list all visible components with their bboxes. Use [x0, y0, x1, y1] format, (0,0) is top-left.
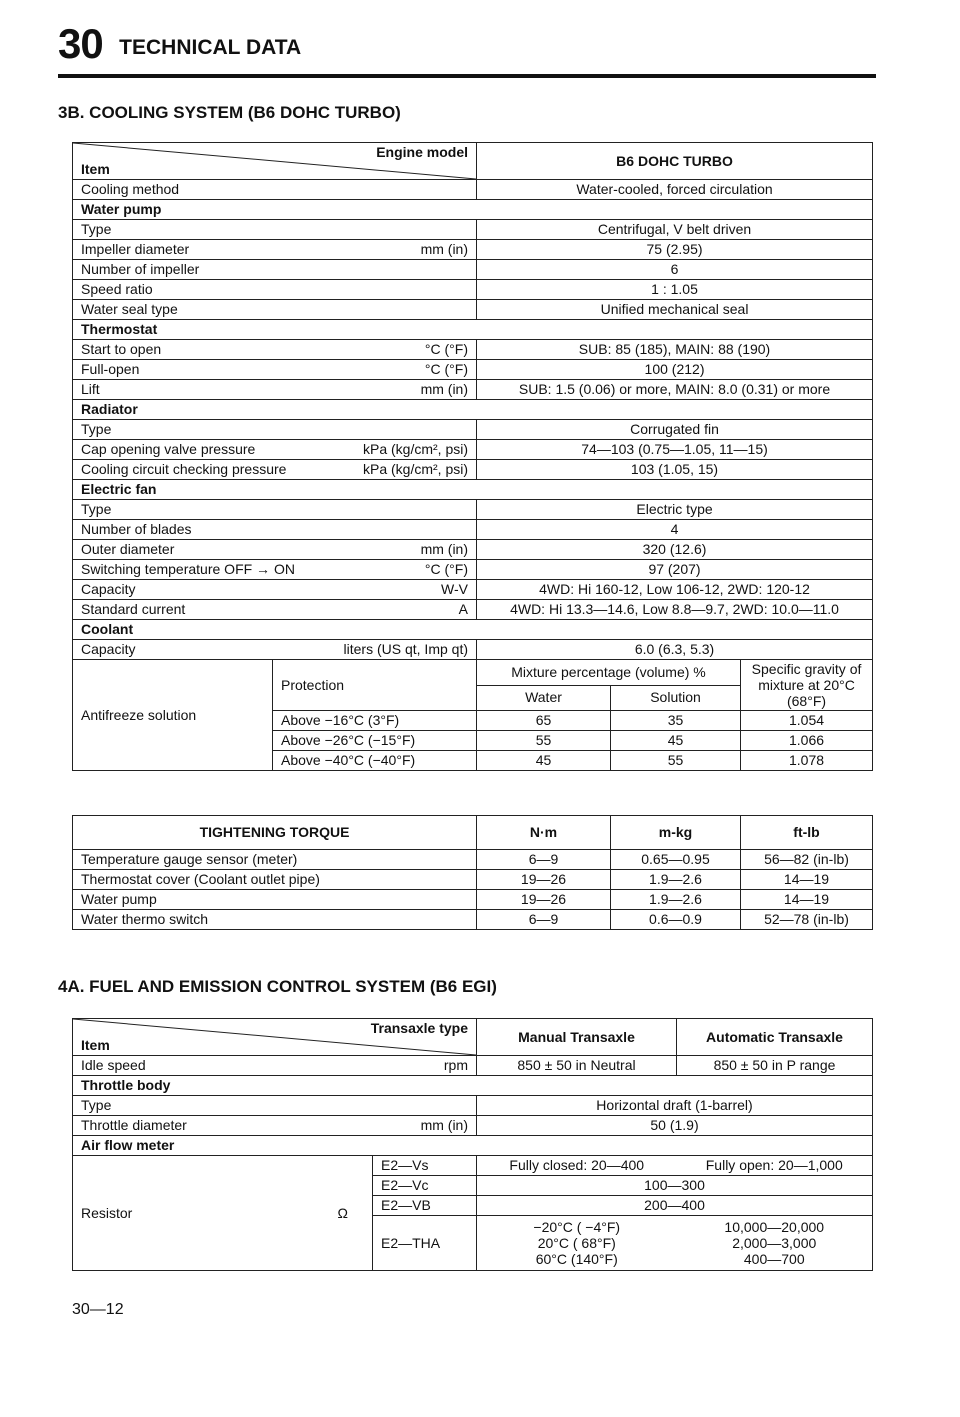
torque-nm: 6—9: [477, 850, 611, 870]
chapter-title: TECHNICAL DATA: [119, 36, 302, 59]
model-header: B6 DOHC TURBO: [477, 143, 873, 180]
gravity-cell: 1.066: [741, 731, 873, 751]
vc-value: 100—300: [477, 1176, 873, 1196]
header-corner-cell: [73, 1019, 477, 1056]
table-row: [73, 890, 873, 910]
resistor-label: Resistor: [81, 1204, 133, 1221]
row-unit: °C (°F): [424, 561, 468, 577]
table-row: [73, 1096, 873, 1116]
table-row: [73, 380, 873, 400]
row-value: Centrifugal, V belt driven: [477, 220, 873, 240]
row-unit: A: [458, 601, 468, 617]
vs-open: Fully open: 20—1,000: [677, 1156, 873, 1176]
water-cell: 45: [477, 751, 611, 771]
solution-header: Solution: [611, 685, 741, 711]
row-value: Electric type: [477, 500, 873, 520]
auto-header: Automatic Transaxle: [677, 1019, 873, 1056]
table-row: [73, 560, 873, 580]
row-label: Start to open: [81, 341, 162, 357]
corner-transaxle-type: Transaxle type: [370, 1020, 468, 1036]
radiator-rows: [73, 420, 873, 480]
terminal-cell: E2—VB: [373, 1196, 477, 1216]
antifreeze-header-row: [73, 660, 873, 686]
row-value: 103 (1.05, 15): [477, 460, 873, 480]
row-label: Impeller diameter: [81, 241, 190, 257]
corner-engine-model: Engine model: [376, 144, 468, 160]
row-value: 4: [477, 520, 873, 540]
section-heading: Throttle body: [73, 1076, 873, 1096]
row-label: Capacity: [81, 641, 136, 657]
row-label-cell: [73, 440, 477, 460]
row-label-cell: [73, 520, 477, 540]
tha-temp: 60°C (140°F): [535, 1251, 618, 1267]
row-label: Speed ratio: [81, 281, 153, 297]
torque-mkg: 0.65—0.95: [611, 850, 741, 870]
section-heading: Water pump: [73, 200, 873, 220]
row-label-cell: [73, 640, 477, 660]
section-row: [73, 320, 873, 340]
table-row: [73, 1056, 873, 1076]
solution-cell: 55: [611, 751, 741, 771]
row-label: Capacity: [81, 581, 136, 597]
section-heading: Electric fan: [73, 480, 873, 500]
row-value: SUB: 1.5 (0.06) or more, MAIN: 8.0 (0.31) or more: [477, 380, 873, 400]
section-row: [73, 400, 873, 420]
table-row: [73, 180, 873, 200]
torque-item: Thermostat cover (Coolant outlet pipe): [73, 870, 477, 890]
tha-temps-cell: [477, 1216, 677, 1271]
page-header: [58, 20, 876, 68]
row-label: Number of blades: [81, 521, 192, 537]
row-label-cell: [73, 340, 477, 360]
table-header-row: [73, 1019, 873, 1056]
torque-mkg: 0.6—0.9: [611, 910, 741, 930]
table-row: [73, 580, 873, 600]
water-cell: 55: [477, 731, 611, 751]
row-label: Switching temperature OFF → ON: [81, 561, 295, 577]
row-label: Type: [81, 421, 112, 437]
row-label-cell: [73, 580, 477, 600]
table-row: [73, 360, 873, 380]
row-unit: rpm: [443, 1057, 468, 1073]
torque-header-item: TIGHTENING TORQUE: [73, 816, 477, 850]
section-row: [73, 1136, 873, 1156]
torque-ftlb: 14—19: [741, 870, 873, 890]
row-unit: kPa (kg/cm², psi): [362, 461, 468, 477]
header-corner-cell: [73, 143, 477, 180]
row-unit: liters (US qt, Imp qt): [343, 641, 468, 657]
manual-header: Manual Transaxle: [477, 1019, 677, 1056]
torque-mkg: 1.9—2.6: [611, 890, 741, 910]
table-row: [73, 280, 873, 300]
gravity-cell: 1.054: [741, 711, 873, 731]
table-row: [73, 1156, 873, 1176]
row-label-cell: [73, 500, 477, 520]
row-label: Type: [81, 501, 112, 517]
torque-item: Water pump: [73, 890, 477, 910]
row-label-cell: [73, 220, 477, 240]
row-value: SUB: 85 (185), MAIN: 88 (190): [477, 340, 873, 360]
row-value: 4WD: Hi 13.3—14.6, Low 8.8—9.7, 2WD: 10.0—11.0: [477, 600, 873, 620]
chapter-number: 30: [58, 20, 103, 67]
row-value: 100 (212): [477, 360, 873, 380]
torque-item: Water thermo switch: [73, 910, 477, 930]
electric-fan-rows: [73, 500, 873, 620]
table-row: [73, 600, 873, 620]
table-row: [73, 260, 873, 280]
tha-temp: 20°C ( 68°F): [537, 1235, 616, 1251]
vb-value: 200—400: [477, 1196, 873, 1216]
row-label: Lift: [81, 381, 100, 397]
antifreeze-label: Antifreeze solution: [73, 660, 273, 771]
row-value: 50 (1.9): [477, 1116, 873, 1136]
row-unit: W-V: [441, 581, 468, 597]
row-value: 4WD: Hi 160-12, Low 106-12, 2WD: 120-12: [477, 580, 873, 600]
torque-ftlb: 52—78 (in-lb): [741, 910, 873, 930]
row-unit: mm (in): [420, 541, 468, 557]
row-label-cell: [73, 380, 477, 400]
row-label-cell: [73, 560, 477, 580]
protection-cell: Above −16°C (3°F): [273, 711, 477, 731]
mixture-header: Mixture percentage (volume) %: [477, 660, 741, 686]
table-row: [73, 1116, 873, 1136]
solution-cell: 45: [611, 731, 741, 751]
row-value: Unified mechanical seal: [477, 300, 873, 320]
row-unit: mm (in): [420, 381, 468, 397]
row-unit: mm (in): [420, 1117, 468, 1133]
section-title-fuel: 4A. FUEL AND EMISSION CONTROL SYSTEM (B6 EGI): [58, 977, 497, 996]
corner-item: Item: [81, 161, 110, 177]
protection-cell: Above −40°C (−40°F): [273, 751, 477, 771]
row-label-cell: [73, 280, 477, 300]
table-row: [73, 640, 873, 660]
row-label: Outer diameter: [81, 541, 175, 557]
row-unit: °C (°F): [424, 361, 468, 377]
corner-item: Item: [81, 1037, 110, 1053]
section-heading: Coolant: [73, 620, 873, 640]
table-header-row: [73, 816, 873, 850]
table-row: [73, 420, 873, 440]
idle-auto: 850 ± 50 in P range: [677, 1056, 873, 1076]
row-value: 97 (207): [477, 560, 873, 580]
row-value: 74—103 (0.75—1.05, 11—15): [477, 440, 873, 460]
row-label: Type: [81, 221, 112, 237]
torque-header-mkg: m-kg: [611, 816, 741, 850]
row-value: 6: [477, 260, 873, 280]
table-row: [73, 440, 873, 460]
row-label-cell: [73, 600, 477, 620]
row-label-cell: [73, 460, 477, 480]
torque-ftlb: 56—82 (in-lb): [741, 850, 873, 870]
gravity-header: Specific gravity of mixture at 20°C (68°F): [741, 660, 873, 711]
row-value: Water-cooled, forced circulation: [477, 180, 873, 200]
resistor-label-cell: [73, 1156, 373, 1271]
torque-table: [72, 815, 873, 930]
row-label: Standard current: [81, 601, 186, 617]
table-row: [73, 540, 873, 560]
section-row: [73, 620, 873, 640]
torque-item: Temperature gauge sensor (meter): [73, 850, 477, 870]
row-unit: kPa (kg/cm², psi): [362, 441, 468, 457]
header-rule: [58, 74, 876, 78]
row-label-cell: [73, 1116, 477, 1136]
table-row: [73, 300, 873, 320]
row-label: Idle speed: [81, 1057, 146, 1073]
torque-nm: 6—9: [477, 910, 611, 930]
row-label-cell: [73, 420, 477, 440]
fuel-spec-table: [72, 1018, 873, 1271]
table-row: [73, 240, 873, 260]
row-label: Throttle diameter: [81, 1117, 187, 1133]
row-unit: °C (°F): [424, 341, 468, 357]
table-row: [73, 870, 873, 890]
row-label-cell: [73, 260, 477, 280]
table-row: [73, 340, 873, 360]
section-heading: Thermostat: [73, 320, 873, 340]
tha-values-cell: [677, 1216, 873, 1271]
torque-nm: 19—26: [477, 890, 611, 910]
section-row: [73, 200, 873, 220]
table-header-row: [73, 143, 873, 180]
row-label-cell: [73, 540, 477, 560]
torque-rows: [73, 850, 873, 930]
row-label: Type: [73, 1096, 477, 1116]
row-value: 75 (2.95): [477, 240, 873, 260]
section-heading: Radiator: [73, 400, 873, 420]
section-heading: Air flow meter: [73, 1136, 873, 1156]
torque-header-nm: N·m: [477, 816, 611, 850]
row-value: Horizontal draft (1-barrel): [477, 1096, 873, 1116]
section-row: [73, 480, 873, 500]
gravity-cell: 1.078: [741, 751, 873, 771]
row-value: Corrugated fin: [477, 420, 873, 440]
row-label-cell: [73, 300, 477, 320]
row-label: Number of impeller: [81, 261, 200, 277]
row-label-cell: [73, 360, 477, 380]
idle-manual: 850 ± 50 in Neutral: [477, 1056, 677, 1076]
water-header: Water: [477, 685, 611, 711]
water-cell: 65: [477, 711, 611, 731]
row-value: 320 (12.6): [477, 540, 873, 560]
torque-header-ftlb: ft-lb: [741, 816, 873, 850]
vs-closed: Fully closed: 20—400: [477, 1156, 677, 1176]
row-label: Water seal type: [81, 301, 178, 317]
tha-value: 10,000—20,000: [724, 1219, 825, 1235]
protection-header: Protection: [273, 660, 477, 711]
table-row: [73, 500, 873, 520]
row-label: Cooling circuit checking pressure: [81, 461, 287, 477]
row-value: 6.0 (6.3, 5.3): [477, 640, 873, 660]
terminal-cell: E2—Vs: [373, 1156, 477, 1176]
terminal-cell: E2—THA: [373, 1216, 477, 1271]
table-row: [73, 220, 873, 240]
row-value: 1 : 1.05: [477, 280, 873, 300]
water-pump-rows: [73, 220, 873, 320]
row-label-cell: [73, 1056, 477, 1076]
row-label: Full-open: [81, 361, 140, 377]
section-row: [73, 1076, 873, 1096]
thermostat-rows: [73, 340, 873, 400]
table-row: [73, 850, 873, 870]
row-label-cell: [73, 240, 477, 260]
torque-mkg: 1.9—2.6: [611, 870, 741, 890]
section-title-cooling: 3B. COOLING SYSTEM (B6 DOHC TURBO): [58, 103, 401, 122]
table-row: [73, 910, 873, 930]
page-number: 30—12: [72, 1301, 124, 1318]
torque-nm: 19—26: [477, 870, 611, 890]
solution-cell: 35: [611, 711, 741, 731]
table-row: [73, 460, 873, 480]
row-label: Cap opening valve pressure: [81, 441, 256, 457]
torque-ftlb: 14—19: [741, 890, 873, 910]
terminal-cell: E2—Vc: [373, 1176, 477, 1196]
tha-value: 400—700: [743, 1251, 805, 1267]
tha-temp: −20°C ( −4°F): [533, 1219, 621, 1235]
table-row: [73, 520, 873, 540]
row-label: Cooling method: [73, 180, 477, 200]
resistor-unit: Ω: [337, 1204, 348, 1221]
cooling-spec-table: [72, 142, 873, 771]
protection-cell: Above −26°C (−15°F): [273, 731, 477, 751]
row-unit: mm (in): [420, 241, 468, 257]
tha-value: 2,000—3,000: [732, 1235, 817, 1251]
